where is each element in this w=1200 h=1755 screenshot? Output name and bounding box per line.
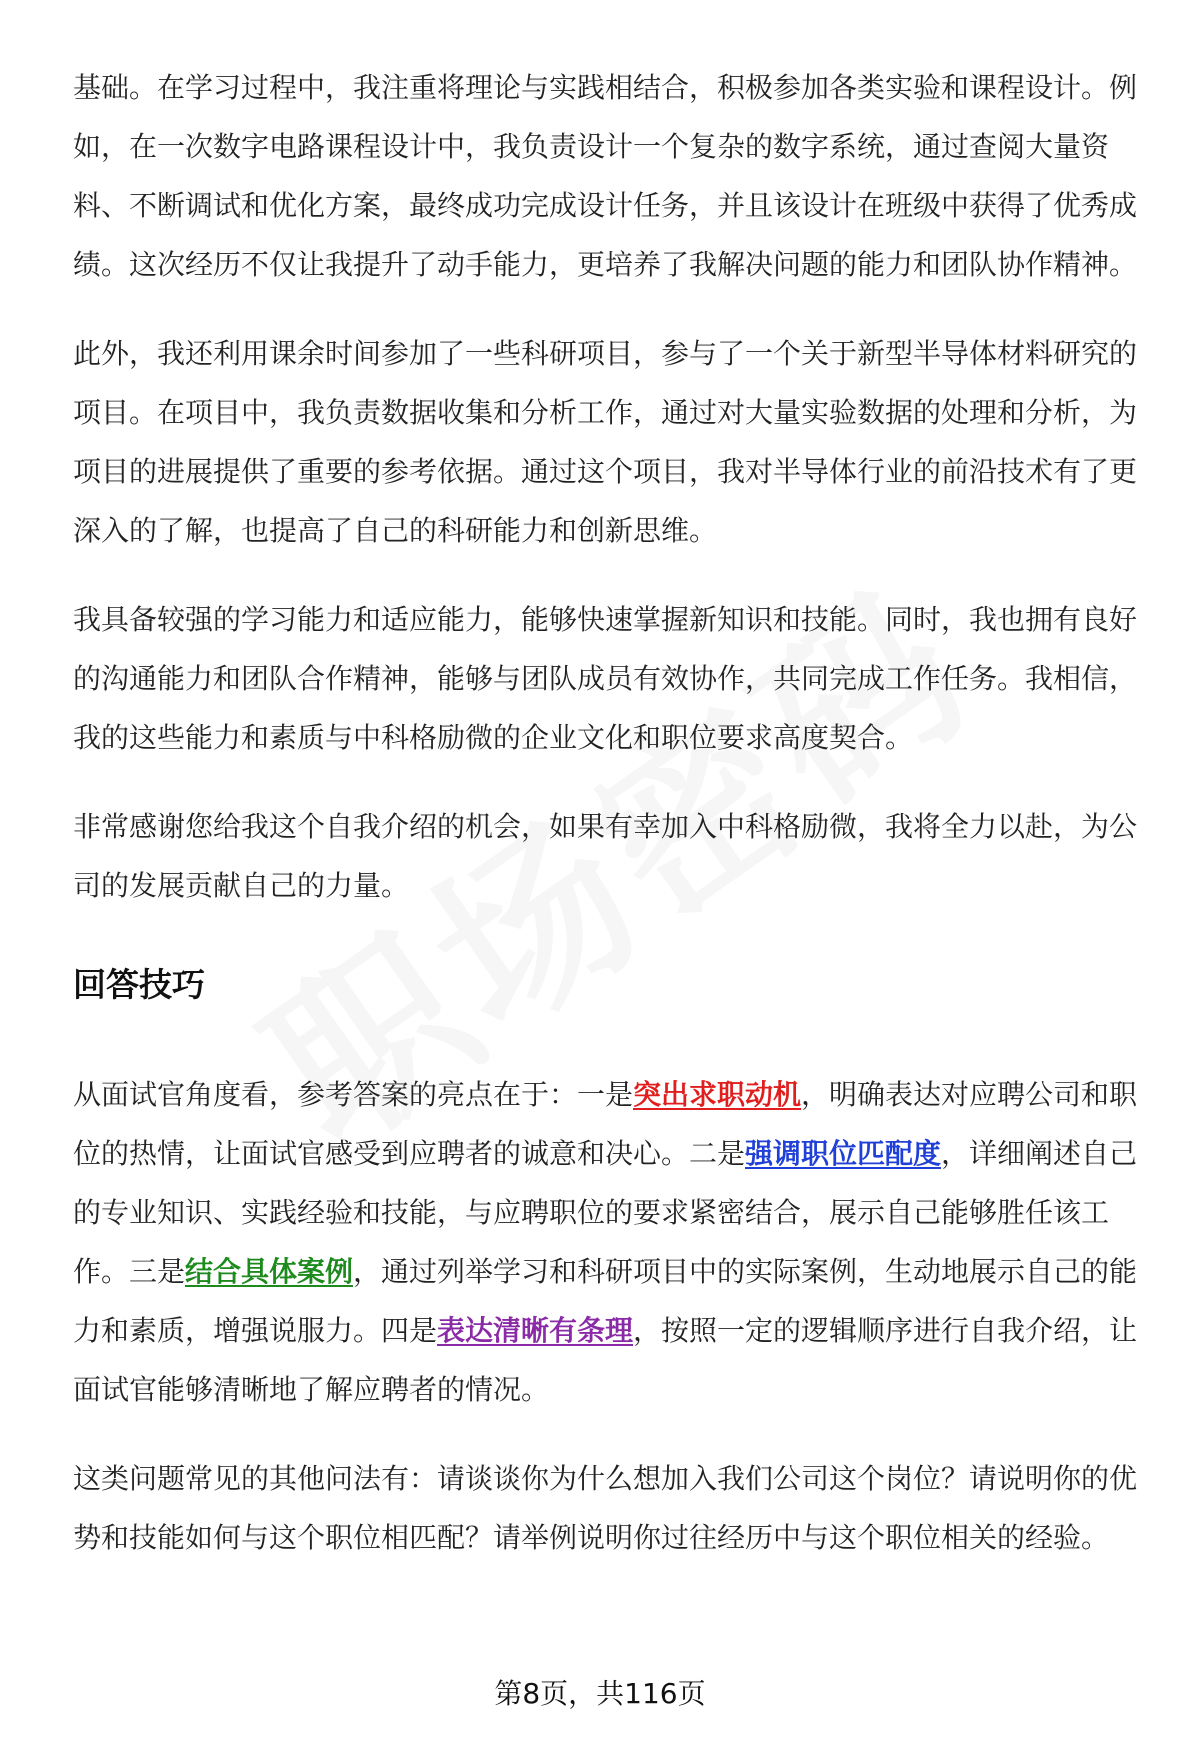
highlight-job-fit: 强调职位匹配度: [745, 1137, 942, 1170]
tips-text-5: ，按照一定的逻辑顺序进行自我介绍，让面试官能够清晰地了解应聘者的情况。: [73, 1314, 1138, 1406]
tips-text-4: ，通过列举学习和科研项目中的实际案例，生动地展示自己的能力和素质，增强说服力。四是: [73, 1255, 1138, 1347]
highlight-motivation: 突出求职动机: [633, 1078, 802, 1111]
tips-text-2: ，明确表达对应聘公司和职位的热情，让面试官感受到应聘者的诚意和决心。二是: [73, 1078, 1138, 1170]
highlight-concrete-cases: 结合具体案例: [185, 1255, 354, 1288]
paragraph-3: 我具备较强的学习能力和适应能力，能够快速掌握新知识和技能。同时，我也拥有良好的沟通能力和团队合作精神，能够与团队成员有效协作，共同完成工作任务。我相信，我的这些能力和素质与中科格励微的企业文化和职位要求高度契合。: [73, 603, 1138, 754]
paragraph-1: 基础。在学习过程中，我注重将理论与实践相结合，积极参加各类实验和课程设计。例如，在一次数字电路课程设计中，我负责设计一个复杂的数字系统，通过查阅大量资料、不断调试和优化方案，最终成功完成设计任务，并且该设计在班级中获得了优秀成绩。这次经历不仅让我提升了动手能力，更培养了我解决问题的能力和团队协作精神。: [73, 71, 1138, 281]
tips-text-1: 从面试官角度看，参考答案的亮点在于：一是: [73, 1078, 634, 1111]
page-number: 第8页，共116页: [494, 1677, 706, 1710]
paragraph-4: 非常感谢您给我这个自我介绍的机会，如果有幸加入中科格励微，我将全力以赴，为公司的发展贡献自己的力量。: [73, 810, 1138, 902]
tips-text-3: ，详细阐述自己的专业知识、实践经验和技能，与应聘职位的要求紧密结合，展示自己能够胜任该工作。三是: [73, 1137, 1138, 1288]
tips-paragraph: [73, 1065, 1143, 1419]
paragraph-2: 此外，我还利用课余时间参加了一些科研项目，参与了一个关于新型半导体材料研究的项目。在项目中，我负责数据收集和分析工作，通过对大量实验数据的处理和分析，为项目的进展提供了重要的参考依据。通过这个项目，我对半导体行业的前沿技术有了更深入的了解，也提高了自己的科研能力和创新思维。: [73, 337, 1138, 547]
section-heading: 回答技巧: [73, 965, 205, 1004]
other-questions-paragraph: 这类问题常见的其他问法有：请谈谈你为什么想加入我们公司这个岗位？请说明你的优势和技能如何与这个职位相匹配？请举例说明你过往经历中与这个职位相关的经验。: [73, 1462, 1138, 1554]
highlight-clear-expression: 表达清晰有条理: [437, 1314, 634, 1347]
document-body: [73, 58, 1143, 1597]
